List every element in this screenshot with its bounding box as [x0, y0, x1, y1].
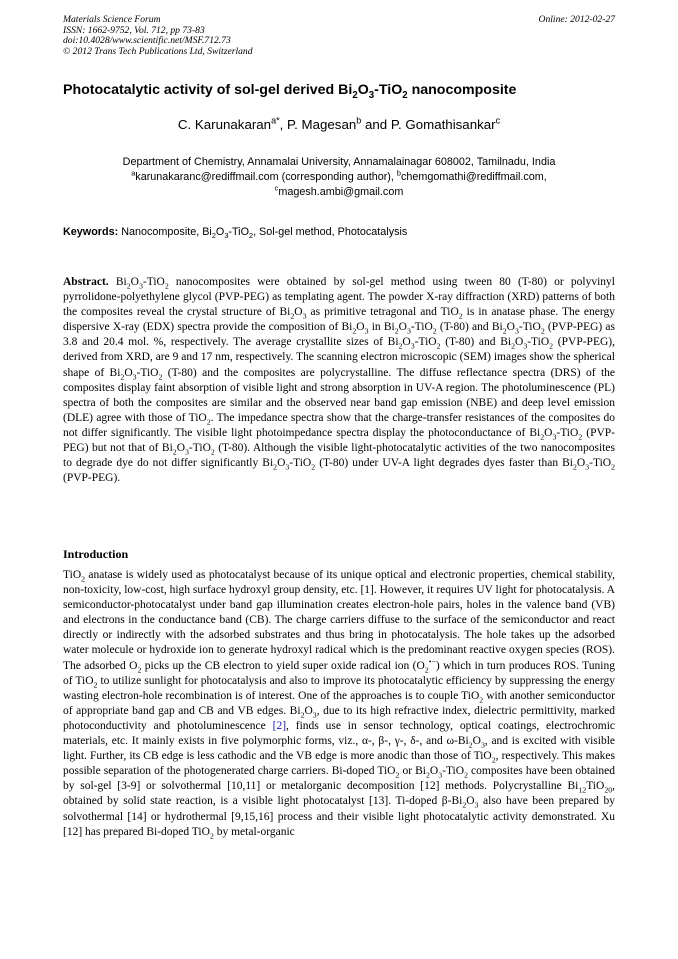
- citation-link[interactable]: [2]: [272, 719, 287, 732]
- online-date: Online: 2012-02-27: [538, 14, 615, 25]
- journal-name: Materials Science Forum: [63, 14, 161, 25]
- abstract: Abstract. $Bi_2O_3-TiO_2$ nanocomposites were obtained by sol-gel method using tween 80 (T-80) or polyvinyl pyrrolidone-polyethylene glycol (PVP-PEG) as templating agent. The powder X-ray diffraction (XRD) patterns of both the composites reveal the crystal structure of $Bi_2O_3$ as primitive tetragonal and TiO$_2$ is in anatase phase. The energy dispersive X-ray (EDX) spectra provide the composition of $Bi_2O_3$ in $Bi_2O_3-TiO_2$ (T-80) and $Bi_2O_3-TiO_2$ (PVP-PEG) as 3.8 and 20.4 mol. %, respectively. The average crystallite sizes of $Bi_2O_3-TiO_2$ (T-80) and $Bi_2O_3-TiO_2$ (PVP-PEG), derived from XRD, are 9 and 17 nm, respectively. The scanning electron microscopic (SEM) images show the spherical shape of $Bi_2O_3-TiO_2$ (T-80) and the composites are polycrystalline. The diffuse reflectance spectra (DRS) of the composites display faint absorption of visible light and strong absorption in UV-A region. The photoluminescence (PL) spectra of both the composites are similar and the observed near band gap emission (NBE) and deep level emission (DLE) agree with those of TiO$_2$. The impedance spectra show that the charge-transfer resistances of the composites do not differ significantly. The visible light photoimpedance spectra display the photoconductance of $Bi_2O_3-TiO_2$ (PVP-PEG) but not that of $Bi_2O_3-TiO_2$ (T-80). Although the visible light-photocatalytic activities of the two nanocomposites to degrade dye do not differ significantly $Bi_2O_3-TiO_2$ (T-80) under UV-A light degrades dyes faster than $Bi_2O_3-TiO_2$ (PVP-PEG).: [63, 276, 616, 485]
- journal-copyright: © 2012 Trans Tech Publications Ltd, Switzerland: [63, 45, 253, 57]
- keywords: Keywords: Nanocomposite, $Bi_2O_3-TiO_2$, Sol-gel method, Photocatalysis: [63, 226, 408, 241]
- journal-header: [63, 15, 615, 57]
- introduction-body: TiO$_2$ anatase is widely used as photocatalyst because of its unique optical and electronic properties, chemical stability, non-toxicity, low-cost, high surface hydroxyl group density, etc. [1]. However, it requires UV light for photocatalysis. A semiconductor-photocatalyst under band gap illumination creates electron-hole pairs, holes in the valence band (VB) and electrons in the conductance band (CB). The charge carriers diffuse to the surface of the semiconductor and react directly or indirectly with the adsorbed substrates and thus bring in photocatalysis. The hole takes up the adsorbed water molecule or hydroxide ion to generate hydroxyl radical which is the predominant reactive oxygen species (ROS). The adsorbed $O_2$ picks up the CB electron to yield super oxide radical ion $(O_2^{•-})$ which in turn produces ROS. Tuning of TiO$_2$ to utilize sunlight for photocatalysis and also to improve its photocatalytic efficiency by suppressing the energy wasting electron-hole recombination is of interest. One of the approaches is to couple TiO$_2$ with another semiconductor of appropriate band gap and CB and VB edges. $Bi_2O_3$, due to its high refractive index, dielectric permittivity, marked photoconductivity and photoluminescence [2], finds use in sensor technology, optical coatings, electrochromic materials, etc. It mainly exists in five polymorphic forms, viz., α-, β-, γ-, δ-, and $\omega-Bi_2O_3$, and is excited with visible light. Further, its CB edge is less cathodic and the VB edge is more anodic than those of TiO$_2$, respectively. This makes possible separation of the photogenerated charge carriers. Bi-doped TiO$_2$ or $Bi_2O_3-TiO_2$ composites have been obtained by sol-gel [3-9] or solvothermal [10,11] or metalorganic decomposition [12] methods. Polycrystalline $Bi_{12}TiO_{20}$, obtained by solid state reaction, is a visible light photocatalyst [13]. Ti-doped $\beta-Bi_2O_3$ also have been prepared by solvothermal [14] or hydrothermal [9,15,16] process and their visible light photocatalytic activity demonstrated. Xu [12] has prepared Bi-doped TiO$_2$ by metal-organic: [63, 569, 616, 840]
- journal-doi: doi:10.4028/www.scientific.net/MSF.712.73: [63, 35, 231, 47]
- department: Department of Chemistry, Annamalai University, Annamalainagar 608002, Tamilnadu, India: [122, 156, 556, 168]
- paper-title: Photocatalytic activity of sol-gel derived $Bi_2O_3-TiO_2$ nanocomposite: [63, 82, 517, 101]
- email-line-1: $^a$karunakaranc@rediffmail.com (corresponding author), $^b$chemgomathi@rediffmail.com,: [131, 168, 547, 183]
- email-line-2: $^c$magesh.ambi@gmail.com: [274, 183, 404, 198]
- author-list: C. Karunakaran$^{a*}$, P. Magesan$^b$ and P. Gomathisankar$^c$: [177, 115, 501, 132]
- section-heading-introduction: Introduction: [63, 547, 129, 561]
- journal-issn: ISSN: 1662-9752, Vol. 712, pp 73-83: [63, 24, 205, 36]
- affiliation: [0, 155, 678, 200]
